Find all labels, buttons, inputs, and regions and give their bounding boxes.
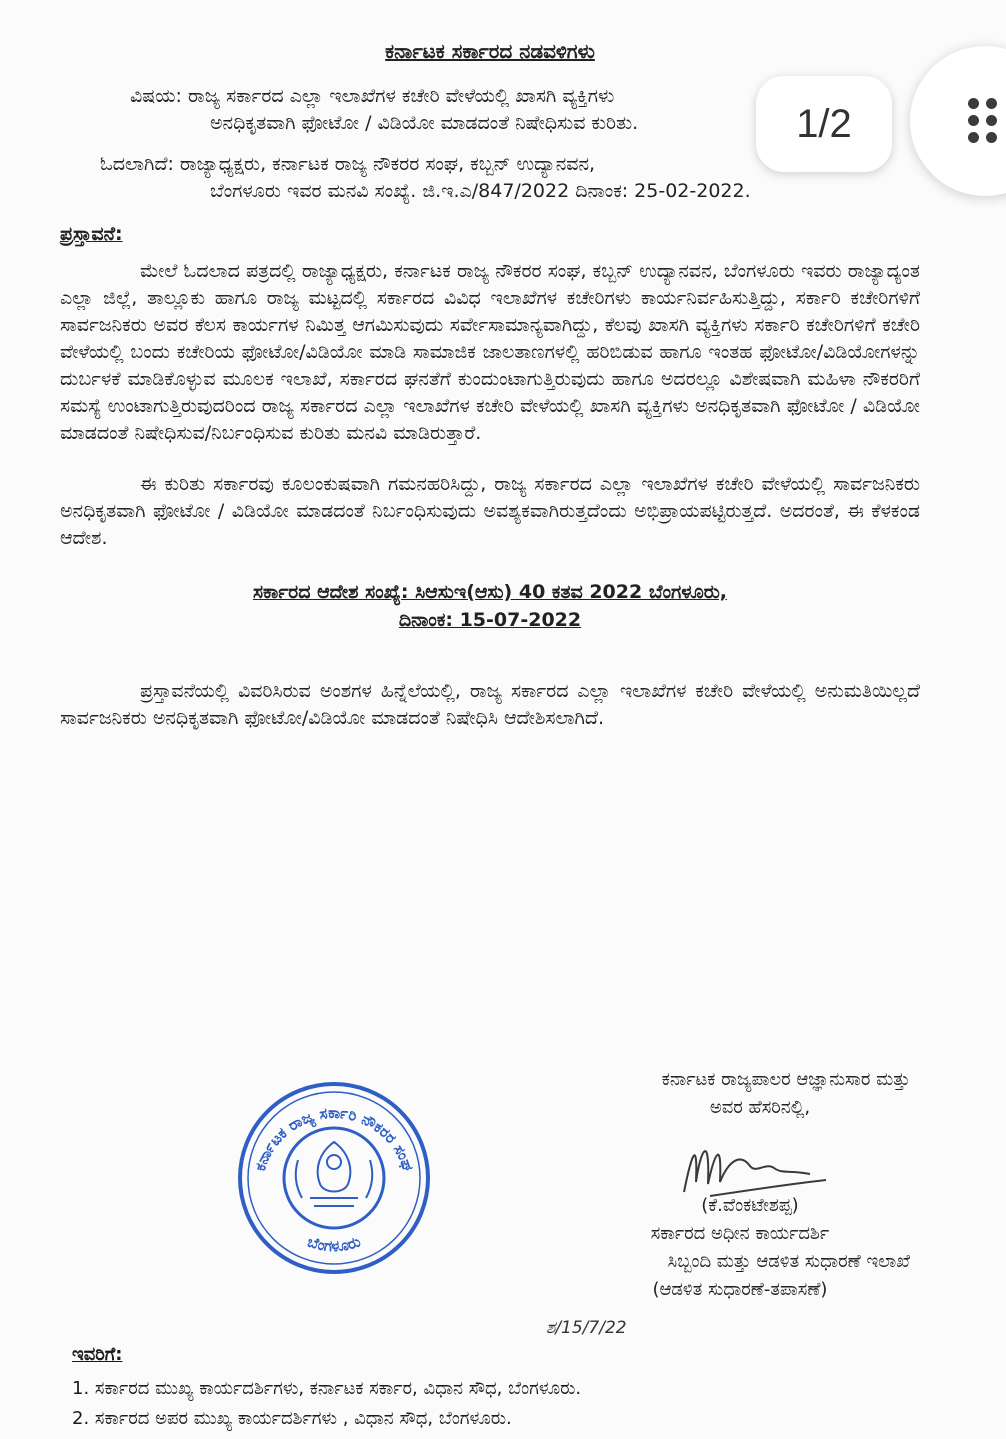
signatory-name: (ಕೆ.ವೆಂಕಟೇಶಪ್ಪ): [701, 1195, 799, 1216]
subject-line-1: ವಿಷಯ: ರಾಜ್ಯ ಸರ್ಕಾರದ ಎಲ್ಲಾ ಇಲಾಖೆಗಳ ಕಚೇರಿ ವೇಳೆಯಲ್ಲಿ ಖಾಸಗಿ ವ್ಯಕ್ತಿಗಳು: [130, 85, 615, 107]
reference-line-2: ಬೆಂಗಳೂರು ಇವರ ಮನವಿ ಸಂಖ್ಯೆ. ಜಿ.ಇ.ಎ/847/2022 ದಿನಾಂಕ: 25-02-2022.: [210, 180, 751, 202]
seal-text-bottom: ಬೆಂಗಳೂರು: [305, 1232, 363, 1256]
government-order-number: [60, 578, 920, 634]
reference-line-1: ಓದಲಾಗಿದೆ: ರಾಜ್ಯಾಧ್ಯಕ್ಷರು, ಕರ್ನಾಟಕ ರಾಜ್ಯ ನೌಕರರ ಸಂಘ, ಕಬ್ಬನ್ ಉದ್ಯಾನವನ,: [100, 153, 596, 175]
order-line-1: ಸರ್ಕಾರದ ಆದೇಶ ಸಂಖ್ಯೆ: ಸಿಆಸುಇ(ಆಸು) 40 ಕತವ 2022 ಬೆಂಗಳೂರು,: [252, 581, 728, 603]
document-title: ಕರ್ನಾಟಕ ಸರ್ಕಾರದ ನಡವಳಿಗಳು: [385, 39, 595, 63]
initials-mark: ಶ/15/7/22: [546, 1318, 627, 1338]
page-indicator: [756, 76, 892, 172]
signatory-designation: ಸರ್ಕಾರದ ಅಧೀನ ಕಾರ್ಯದರ್ಶಿ: [650, 1223, 830, 1244]
drag-grip-icon: [968, 98, 998, 144]
recipient-item: 1. ಸರ್ಕಾರದ ಮುಖ್ಯ ಕಾರ್ಯದರ್ಶಿಗಳು, ಕರ್ನಾಟಕ ಸರ್ಕಾರ, ವಿಧಾನ ಸೌಧ, ಬೆಂಗಳೂರು.: [72, 1378, 582, 1399]
seal-text-top: ಕರ್ನಾಟಕ ರಾಜ್ಯ ಸರ್ಕಾರಿ ನೌಕರರ ಸಂಘ: [250, 1103, 418, 1174]
order-date: ದಿನಾಂಕ: 15-07-2022: [398, 609, 582, 631]
recipients-section: [72, 1340, 932, 1434]
preamble-paragraph-1: ಮೇಲೆ ಓದಲಾದ ಪತ್ರದಲ್ಲಿ ರಾಜ್ಯಾಧ್ಯಕ್ಷರು, ಕರ್ನಾಟಕ ರಾಜ್ಯ ನೌಕರರ ಸಂಘ, ಕಬ್ಬನ್ ಉದ್ಯಾನವನ, ಬೆಂಗಳೂರು ಇವರು ರಾಜ್ಯಾದ್ಯಂತ ಎಲ್ಲಾ ಜಿಲ್ಲೆ, ತಾಲ್ಲೂಕು ಹಾಗೂ ರಾಜ್ಯ ಮಟ್ಟದಲ್ಲಿ ಸರ್ಕಾರದ ವಿವಿಧ ಇಲಾಖೆಗಳ ಕಚೇರಿಗಳು ಕಾರ್ಯನಿರ್ವಹಿಸುತ್ತಿದ್ದು, ಸರ್ಕಾರಿ ಕಚೇರಿಗಳಿಗೆ ಸಾರ್ವಜನಿಕರು ಅವರ ಕೆಲಸ ಕಾರ್ಯಗಳ ನಿಮಿತ್ತ ಆಗಮಿಸುವುದು ಸರ್ವೇಸಾಮಾನ್ಯವಾಗಿದ್ದು, ಕೆಲವು ಖಾಸಗಿ ವ್ಯಕ್ತಿಗಳು ಸರ್ಕಾರಿ ಕಚೇರಿಗಳಿಗೆ ಕಚೇರಿ ವೇಳೆಯಲ್ಲಿ ಬಂದು ಕಚೇರಿಯ ಫೋಟೋ/ವಿಡಿಯೋ ಮಾಡಿ ಸಾಮಾಜಿಕ ಜಾಲತಾಣಗಳಲ್ಲಿ ಹರಿಬಿಡುವ ಹಾಗೂ ಇಂತಹ ಫೋಟೋ/ವಿಡಿಯೋಗಳನ್ನು ದುರ್ಬಳಕೆ ಮಾಡಿಕೊಳ್ಳುವ ಮೂಲಕ ಇಲಾಖೆ, ಸರ್ಕಾರದ ಘನತೆಗೆ ಕುಂದುಂಟಾಗುತ್ತಿರುವುದು ಹಾಗೂ ಅದರಲ್ಲೂ ವಿಶೇಷವಾಗಿ ಮಹಿಳಾ ನೌಕರರಿಗೆ ಸಮಸ್ಯೆ ಉಂಟಾಗುತ್ತಿರುವುದರಿಂದ ರಾಜ್ಯ ಸರ್ಕಾರದ ಎಲ್ಲಾ ಇಲಾಖೆಗಳ ಕಚೇರಿ ವೇಳೆಯಲ್ಲಿ ಖಾಸಗಿ ವ್ಯಕ್ತಿಗಳು ಅನಧಿಕೃತವಾಗಿ ಫೋಟೋ / ವಿಡಿಯೋ ಮಾಡದಂತೆ ನಿಷೇಧಿಸುವ/ನಿರ್ಬಂಧಿಸುವ ಕುರಿತು ಮನವಿ ಮಾಡಿರುತ್ತಾರೆ.: [60, 260, 920, 444]
preamble-heading: ಪ್ರಸ್ತಾವನೆ:: [60, 223, 123, 245]
sign-line-2: ಅವರ ಹೆಸರಿನಲ್ಲಿ,: [709, 1097, 811, 1118]
signatory-section: (ಆಡಳಿತ ಸುಧಾರಣೆ-ತಪಾಸಣೆ): [652, 1279, 828, 1300]
signature-block: [410, 1066, 910, 1304]
recipients-heading: ಇವರಿಗೆ:: [72, 1344, 123, 1365]
order-paragraph: ಪ್ರಸ್ತಾವನೆಯಲ್ಲಿ ವಿವರಿಸಿರುವ ಅಂಶಗಳ ಹಿನ್ನೆಲೆಯಲ್ಲಿ, ರಾಜ್ಯ ಸರ್ಕಾರದ ಎಲ್ಲಾ ಇಲಾಖೆಗಳ ಕಚೇರಿ ವೇಳೆಯಲ್ಲಿ ಅನುಮತಿಯಿಲ್ಲದೆ ಸಾರ್ವಜನಿಕರು ಅನಧಿಕೃತವಾಗಿ ಫೋಟೋ/ವಿಡಿಯೋ ಮಾಡದಂತೆ ನಿಷೇಧಿಸಿ ಆದೇಶಿಸಲಾಗಿದೆ.: [60, 680, 920, 729]
page-indicator-label: 1/2: [796, 101, 852, 146]
seal-stamp: [236, 1080, 432, 1276]
subject-line-2: ಅನಧಿಕೃತವಾಗಿ ಫೋಟೋ / ವಿಡಿಯೋ ಮಾಡದಂತೆ ನಿಷೇಧಿಸುವ ಕುರಿತು.: [210, 112, 639, 134]
sign-line-1: ಕರ್ನಾಟಕ ರಾಜ್ಯಪಾಲರ ಆಜ್ಞಾನುಸಾರ ಮತ್ತು: [661, 1069, 910, 1090]
recipient-item: 2. ಸರ್ಕಾರದ ಅಪರ ಮುಖ್ಯ ಕಾರ್ಯದರ್ಶಿಗಳು , ವಿಧಾನ ಸೌಧ, ಬೆಂಗಳೂರು.: [72, 1408, 512, 1429]
svg-text:ಬೆಂಗಳೂರು: [305, 1232, 363, 1255]
seal-emblem-icon: [296, 1142, 373, 1206]
preamble-paragraph-2: ಈ ಕುರಿತು ಸರ್ಕಾರವು ಕೂಲಂಕುಷವಾಗಿ ಗಮನಹರಿಸಿದ್ದು, ರಾಜ್ಯ ಸರ್ಕಾರದ ಎಲ್ಲಾ ಇಲಾಖೆಗಳ ಕಚೇರಿ ವೇಳೆಯಲ್ಲಿ ಸಾರ್ವಜನಿಕರು ಅನಧಿಕೃತವಾಗಿ ಫೋಟೋ / ವಿಡಿಯೋ ಮಾಡದಂತೆ ನಿರ್ಬಂಧಿಸುವುದು ಅವಶ್ಯಕವಾಗಿರುತ್ತದೆಂದು ಅಭಿಪ್ರಾಯಪಟ್ಟಿರುತ್ತದೆ. ಅದರಂತೆ, ಈ ಕೆಳಕಂಡ ಆದೇಶ.: [60, 473, 920, 549]
signatory-department: ಸಿಬ್ಬಂದಿ ಮತ್ತು ಆಡಳಿತ ಸುಧಾರಣೆ ಇಲಾಖೆ: [667, 1251, 910, 1272]
handwritten-signature: [670, 1122, 830, 1208]
